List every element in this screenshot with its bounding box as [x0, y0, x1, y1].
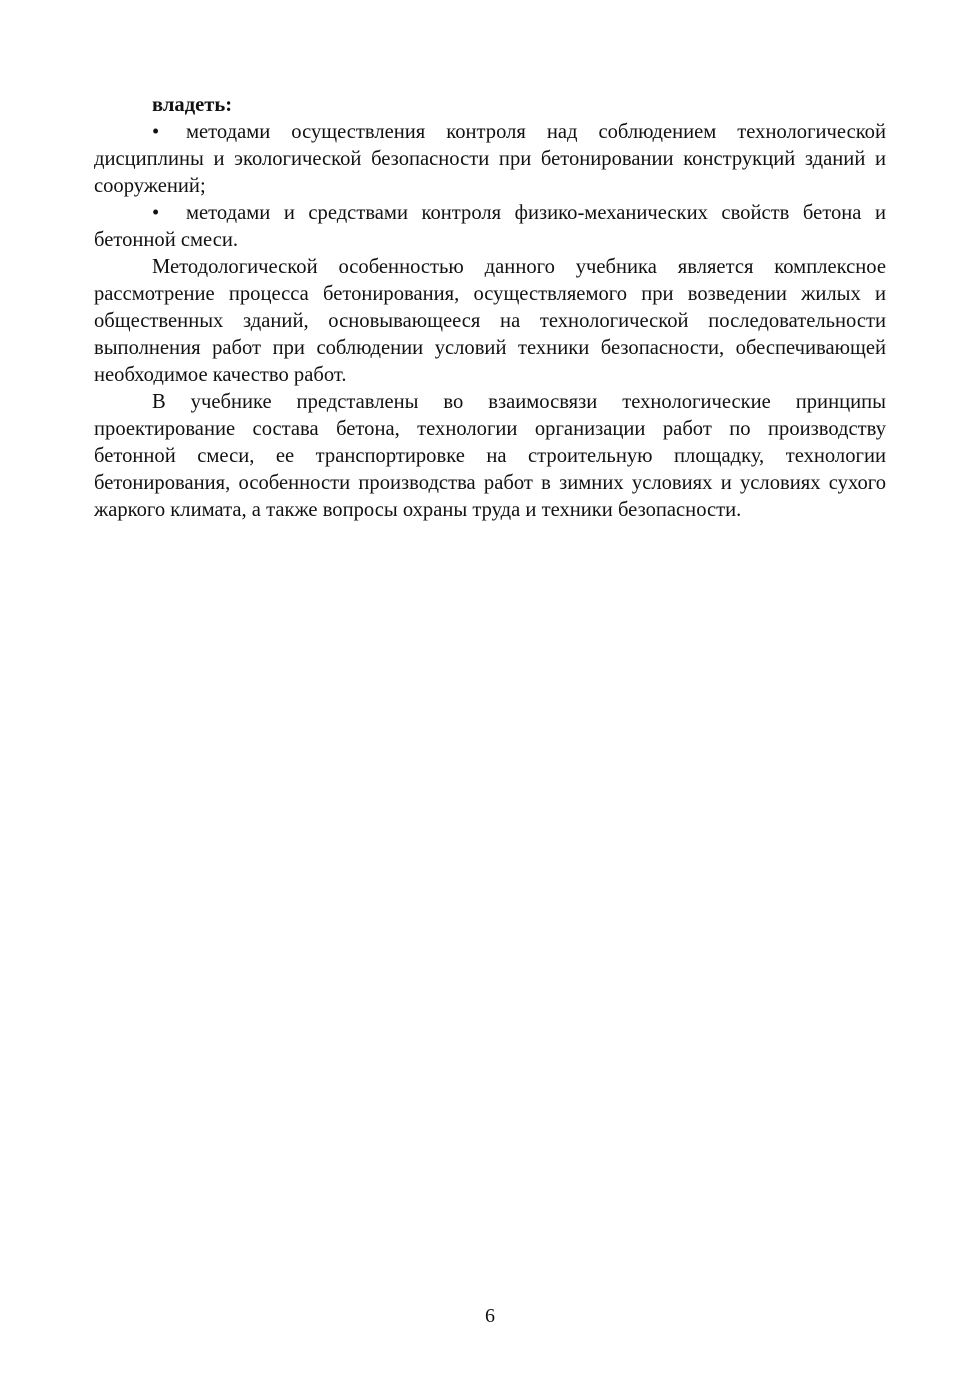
bullet-icon: •: [152, 202, 160, 224]
bullet-text: методами осуществления контроля над соблюдением технологической дисциплины и экологической безопасности при бетонировании конструкций зданий и сооружений;: [94, 121, 886, 197]
bullet-item: [94, 119, 886, 200]
bullet-text: методами и средствами контроля физико-механических свойств бетона и бетонной смеси.: [94, 202, 886, 251]
paragraph: Методологической особенностью данного учебника является комплексное рассмотрение процесса бетонирования, осуществляемого при возведении жилых и общественных зданий, основывающееся на технологической последовательности выполнения работ при соблюдении условий техники безопасности, обеспечивающей необходимое качество работ.: [94, 256, 886, 386]
section-heading: владеть:: [152, 94, 233, 116]
paragraph: В учебнике представлены во взаимосвязи технологические принципы проектирование состава бетона, технологии организации работ по производству бетонной смеси, ее транспортировке на строительную площадку, технологии бетонирования, особенности производства работ в зимних условиях и условиях сухого жаркого климата, а также вопросы охраны труда и техники безопасности.: [94, 391, 886, 521]
bullet-item: [94, 200, 886, 254]
page-body: [94, 92, 886, 524]
bullet-icon: •: [152, 121, 160, 143]
page-number: 6: [485, 1305, 495, 1327]
